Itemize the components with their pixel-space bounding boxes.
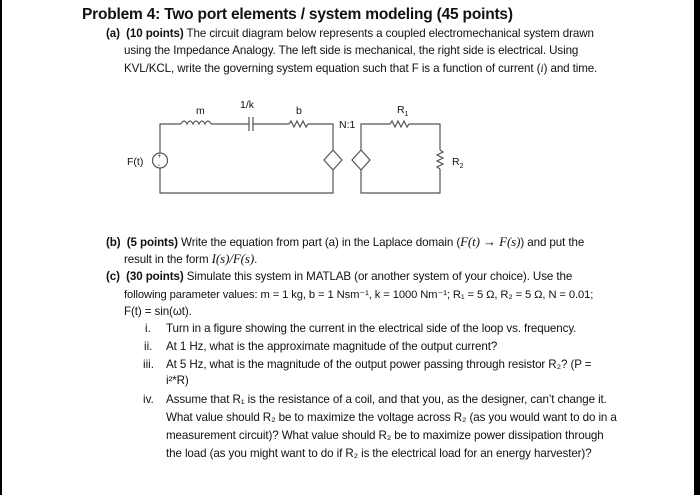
part-b-text-1a: Write the equation from part (a) in the Laplace domain ( — [177, 236, 461, 249]
part-a-text-3a: KVL/KCL, write the governing system equation such that F is a function of current ( — [124, 62, 541, 75]
item-iii-text-2: i²*R) — [166, 374, 189, 387]
source-label: F(t) — [127, 156, 144, 168]
inductor-m-symbol — [181, 121, 211, 124]
item-ii-number: ii. — [144, 340, 153, 353]
part-c-forcing: F(t) = sin(ωt). — [124, 305, 192, 318]
item-iv-text-2: What value should R₂ be to maximize the voltage across R₂ (as you would want to do in a — [166, 411, 617, 424]
item-iv-text-4: the load (as you might want to do if R₂ is the electrical load for an energy harvester)? — [166, 447, 592, 460]
part-c-parameters: following parameter values: m = 1 kg, b = 1 Nsm⁻¹, k = 1000 Nm⁻¹; R₁ = 5 Ω, R₂ = 5 Ω, N = 0.01; — [124, 289, 594, 301]
item-iv-text-1: Assume that R₁ is the resistance of a coil, and that you, as the designer, can’t change it. — [166, 393, 607, 406]
part-b-text-1b: ) and put the — [520, 236, 585, 249]
item-iii-number: iii. — [143, 358, 154, 371]
part-b-line-1 — [106, 234, 584, 250]
r2-label: $R_2$ — [452, 156, 464, 170]
part-a-text-1: The circuit diagram below represents a coupled electromechanical system drawn — [183, 27, 594, 40]
part-b-text-2a: result in the form — [124, 253, 212, 266]
part-a-text-3b: ) and time. — [543, 62, 598, 75]
source-plus: + — [157, 154, 162, 160]
wire — [160, 124, 181, 153]
laplace-transform-math: F(t) → F(s) — [460, 234, 521, 249]
source-minus: − — [157, 163, 161, 169]
item-i-text: Turn in a figure showing the current in the electrical side of the loop vs. frequency. — [166, 322, 577, 335]
problem-title: Problem 4: Two port elements / system modeling (45 points) — [82, 6, 513, 23]
item-i-number: i. — [145, 322, 151, 335]
part-b-points: (5 points) — [126, 236, 178, 249]
transformer-label: N:1 — [339, 119, 356, 131]
damper-label: b — [296, 105, 302, 117]
part-c-label: (c) — [106, 270, 120, 283]
part-a-line-2: using the Impedance Analogy. The left side is mechanical, the right side is electrical. Using — [124, 44, 579, 57]
item-iv-text-3: measurement circuit)? What value should R₂ be to maximize power dissipation through — [166, 429, 604, 442]
resistor-r2-symbol — [437, 150, 443, 169]
resistor-r1-symbol — [390, 121, 409, 127]
part-c-text-1: Simulate this system in MATLAB (or another system of your choice). Use the — [183, 270, 573, 283]
part-c-points: (30 points) — [126, 270, 184, 283]
inductor-label: m — [196, 105, 205, 117]
item-iv-number: iv. — [143, 393, 154, 406]
item-iii-text-1: At 5 Hz, what is the magnitude of the output power passing through resistor R₂? (P = — [166, 358, 592, 371]
part-a-points: (10 points) — [126, 27, 184, 40]
dependent-source-right — [352, 150, 370, 170]
transfer-function-math: I(s)/F(s) — [211, 251, 255, 266]
part-b-line-2 — [124, 251, 257, 267]
part-a-label: (a) — [106, 27, 120, 40]
r1-label: $R_1$ — [397, 104, 409, 118]
part-b-label: (b) — [106, 236, 121, 249]
circuit-diagram — [0, 0, 700, 230]
part-b-text-2b: . — [254, 253, 258, 266]
part-c-line-1 — [106, 270, 572, 283]
capacitor-label: 1/k — [240, 99, 255, 111]
current-var: i — [540, 61, 544, 75]
damper-b-symbol — [289, 121, 308, 127]
item-ii-text: At 1 Hz, what is the approximate magnitude of the output current? — [166, 340, 498, 353]
dependent-source-left — [324, 150, 342, 170]
